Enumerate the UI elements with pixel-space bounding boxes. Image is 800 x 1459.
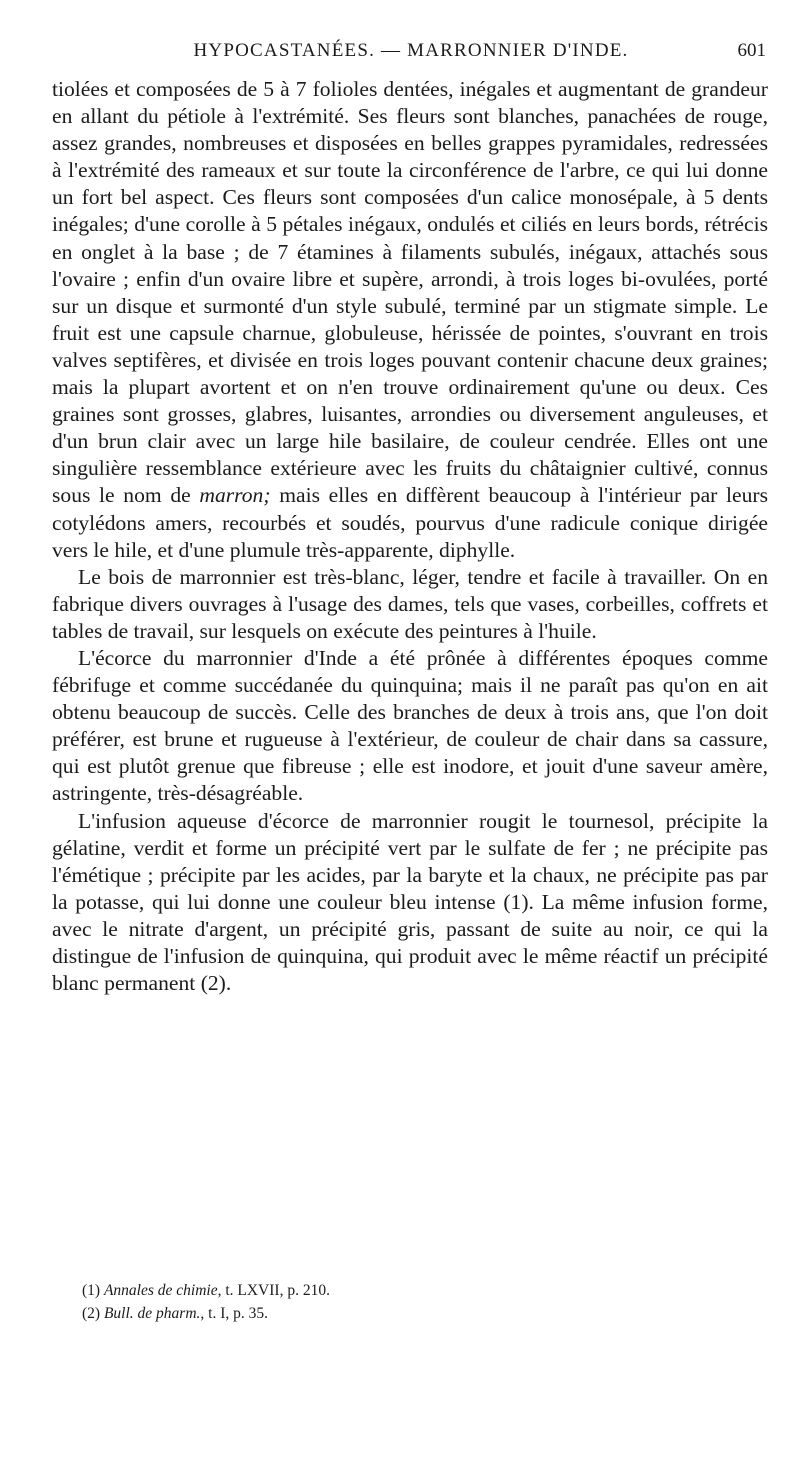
paragraph-3: L'écorce du marronnier d'Inde a été prônée à différentes époques comme fébrifuge et comme succédanée du quinquina; mais il ne paraît pas qu'on en ait obtenu beaucoup de succès. Celle des branches de deux à trois ans, que l'on doit préférer, est brune et rugueuse à l'extérieur, de couleur de chair dans sa cassure, qui est plutôt grenue que fibreuse ; elle est inodore, et jouit d'une saveur amère, astringente, très-désagréable. (52, 645, 768, 806)
footnote-2 (82, 1302, 760, 1325)
paragraph-1 (52, 76, 768, 564)
running-head (52, 40, 770, 68)
paragraph-1-text-end: mais elles en diffèrent beaucoup à l'intérieur par leurs cotylédons amers, recourbés et soudés, pourvus d'une radicule conique dirigée vers le hile, et d'une plumule très-apparente, diphylle. (52, 483, 768, 562)
running-title: HYPOCASTANÉES. — MARRONNIER D'INDE. (193, 40, 629, 61)
footnote-1 (82, 1279, 760, 1302)
footnote-1-detail: , t. LXVII, p. 210. (217, 1282, 330, 1299)
paragraph-4: L'infusion aqueuse d'écorce de marronnier rougit le tournesol, précipite la gélatine, verdit et forme un précipité vert par le sulfate de fer ; ne précipite pas l'émétique ; précipite par les acides, par la baryte et la chaux, ne précipite pas par la potasse, qui lui donne une couleur bleu intense (1). La même infusion forme, avec le nitrate d'argent, un précipité gris, passant de suite au noir, ce qui la distingue de l'infusion de quinquina, qui produit avec le même réactif un précipité blanc permanent (2). (52, 808, 768, 996)
footnotes (82, 1279, 760, 1325)
paragraph-2: Le bois de marronnier est très-blanc, léger, tendre et facile à travailler. On en fabrique divers ouvrages à l'usage des dames, tels que vases, corbeilles, coffrets et tables de travail, sur lesquels on exécute des peintures à l'huile. (52, 564, 768, 643)
page-number: 601 (737, 40, 766, 61)
italic-term-marron: marron; (199, 483, 271, 508)
footnote-1-source: Annales de chimie (103, 1282, 218, 1299)
footnote-2-marker: (2) (82, 1305, 101, 1322)
body-text (52, 76, 768, 997)
paragraph-1-text: tiolées et composées de 5 à 7 folioles dentées, inégales et augmentant de grandeur en allant du pétiole à l'extrémité. Ses fleurs sont blanches, panachées de rouge, assez grandes, nombreuses et disposées en belles grappes pyramidales, redressées à l'extrémité des rameaux et sur toute la circonférence de l'arbre, ce qui lui donne un fort bel aspect. Ces fleurs sont composées d'un calice monosépale, à 5 dents inégales; d'une corolle à 5 pétales inégaux, ondulés et ciliés en leurs bords, rétrécis en onglet à la base ; de 7 étamines à filaments subulés, inégaux, attachés sous l'ovaire ; enfin d'un ovaire libre et supère, arrondi, à trois loges bi-ovulées, porté sur un disque et surmonté d'un style subulé, terminé par un stigmate simple. Le fruit est une capsule charnue, globuleuse, hérissée de pointes, s'ouvrant en trois valves septifères, et divisée en trois loges pouvant contenir chacune deux graines; mais la plupart avortent et on n'en trouve ordinairement qu'une ou deux. Ces graines sont grosses, glabres, luisantes, arrondies ou diversement anguleuses, et d'un brun clair avec un large hile basilaire, de couleur cendrée. Elles ont une singulière ressemblance extérieure avec les fruits du châtaignier cultivé, connus sous le nom de (52, 77, 768, 508)
footnote-2-source: Bull. de pharm. (103, 1305, 201, 1322)
footnote-2-detail: , t. I, p. 35. (200, 1305, 268, 1322)
footnote-1-marker: (1) (82, 1282, 101, 1299)
